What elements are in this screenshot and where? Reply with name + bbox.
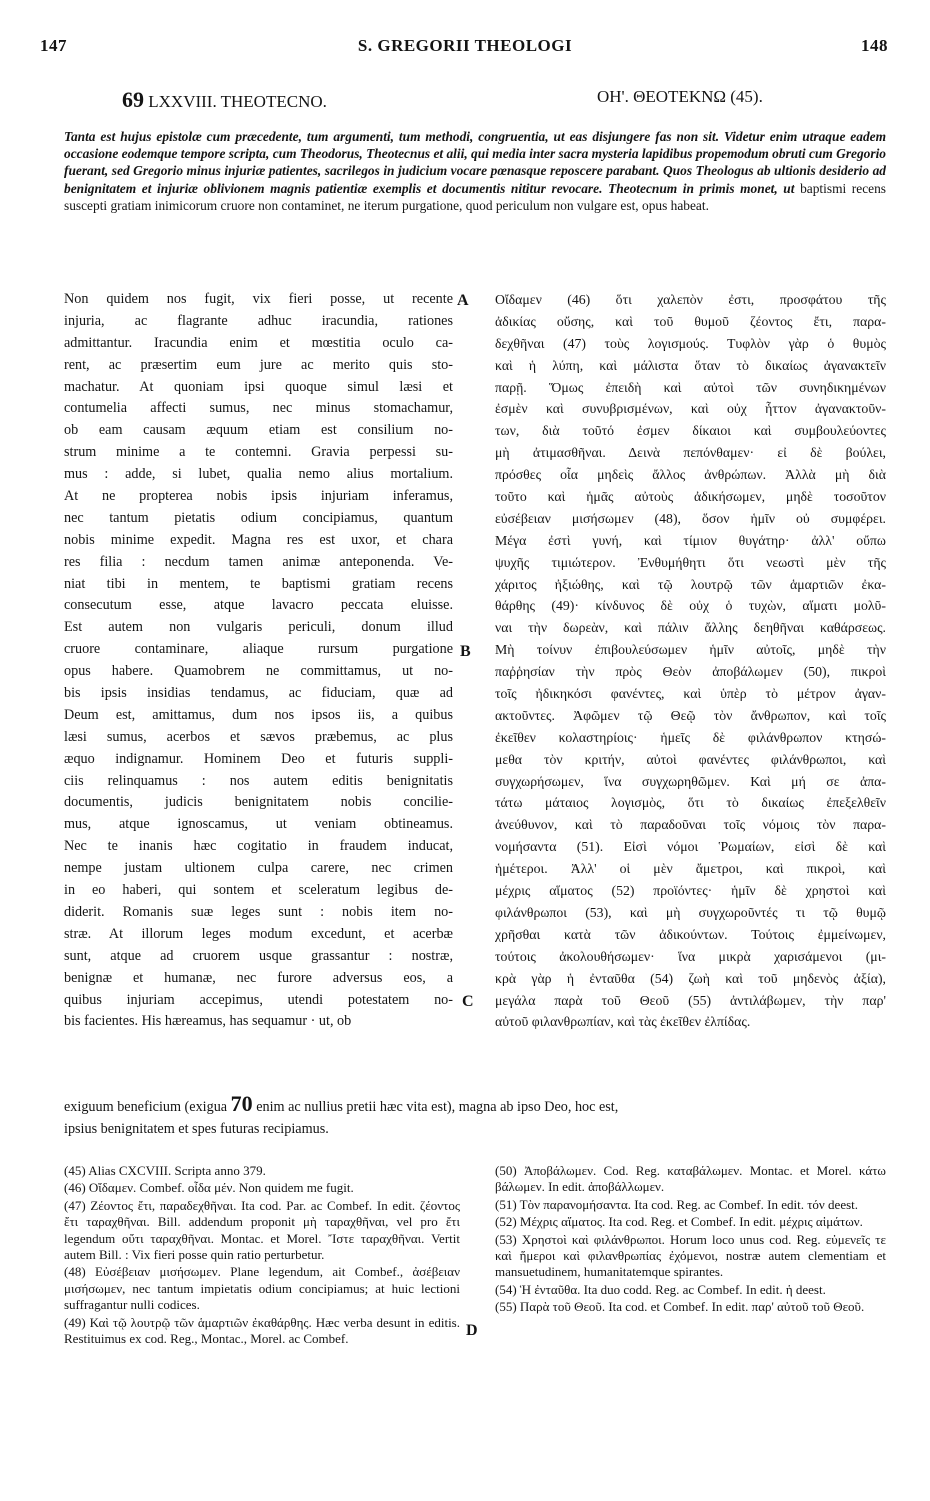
greek-line: ψυχῆς τιμιώτερον. Ἐνθυμήθητι ὅτι νεωστὶ μὲν τῆς xyxy=(495,554,886,570)
margin-letter-b: B xyxy=(460,643,471,660)
latin-line: ob eam causam æquum etiam est consilium no- xyxy=(64,422,453,439)
footnote: (54) Ἡ ἐνταῦθα. Ita duo codd. Reg. ac Combef. In edit. ἡ deest. xyxy=(495,1281,826,1297)
footnote: (47) Ζέοντος ἔτι, παραδεχθῆναι. Ita cod. Par. ac Combef. In edit. ζέοντος ἔτι ταραχθῆναι. Bill. addendum proponit μὴ ταραχθῆναι, vel pro ἔτι legendum οὔτι ταραχθῆναι. Montac. et Morel. Ἴστε ταραχθῆναι. Vertit autem Bill. : Vix fieri posse quin ratio perturbetur. xyxy=(64,1197,460,1263)
footnote: (52) Μέχρις αἵματος. Ita cod. Reg. et Combef. In edit. μέχρις αἱμάτων. xyxy=(495,1214,863,1230)
greek-line: παρῇ. Ὅμως ἐπειδὴ καὶ αὐτοὶ τῶν συνηδικημένων xyxy=(495,379,886,395)
latin-line: machatur. At quoniam ipsi quoque simul læsi et xyxy=(64,378,453,395)
greek-line: κρὰ γὰρ ἡ ἐνταῦθα (54) ζωὴ καὶ τοῦ μηδενὸς ἀξία), xyxy=(495,970,886,986)
greek-line: ἐκεῖθεν κολαστηρίοις· ἡμεῖς δὲ φιλάνθρωπον κτησώ- xyxy=(495,729,886,745)
latin-line: res filia : necdum tamen animæ anteponenda. Ve- xyxy=(64,553,453,570)
argument-roman: baptismi recens suscepti gratiam inimicorum cruore non contaminet, ne iterum purgatione, quod periculum non vulgare est, opus habeat. xyxy=(64,180,886,213)
greek-column xyxy=(495,289,886,1033)
latin-line: Non quidem nos fugit, vix fieri posse, ut recente xyxy=(64,291,453,307)
column-marker-70: 70 xyxy=(230,1091,253,1116)
latin-line: strum minime a te contemni. Gravia perpessi su- xyxy=(64,444,453,461)
footnote: (45) Alias CXCVIII. Scripta anno 379. xyxy=(64,1163,266,1178)
greek-line: ἀνεύθυνον, καὶ τὸ παραδοῦναι τοῖς νόμοις τὸν παρα- xyxy=(495,817,886,833)
latin-line: nempe justam ultionem culpa carere, nec crimen xyxy=(64,860,453,877)
latin-line: æquo indignamur. Hominem Deo et futuris suppli- xyxy=(64,750,453,767)
latin-line: admittantur. Iracundia enim et mœstitia oculo ca- xyxy=(64,334,453,351)
greek-line: Μὴ τοίνυν ἐπιβουλεύσωμεν ἡμῖν αὐτοῖς, μηδὲ τὴν xyxy=(495,642,886,658)
latin-line: diderit. Romanis suæ leges sunt : nobis item no- xyxy=(64,903,453,920)
column-marker: 69 xyxy=(122,87,144,112)
latin-line: stræ. At illorum leges modum excedunt, et acerbæ xyxy=(64,925,453,942)
latin-line: nobis minime expedit. Magna res est uxor, et chara xyxy=(64,531,453,548)
greek-line: ακτοῦντες. Ἀφῶμεν τῷ Θεῷ τὸν ἄνθρωπον, καὶ τοῖς xyxy=(495,707,886,723)
latin-line: quibus injuriam accepimus, utendi potestatem no- xyxy=(64,991,453,1008)
greek-line: Οἴδαμεν (46) ὅτι χαλεπὸν ἐστι, προσφάτου τῆς xyxy=(495,292,886,307)
greek-line: μεγάλα παρὰ τοῦ Θεοῦ (55) ἀντιλάβωμεν, τὴν παρ' xyxy=(495,992,886,1008)
latin-column xyxy=(64,289,453,1033)
greek-line: τοῦτο καὶ ἡμᾶς αὐτοὺς ἀδικήσωμεν, μηδὲ τοσοῦτον xyxy=(495,489,886,505)
greek-line: των, διὰ τοῦτό ἐσμεν δίκαιοι καὶ συμβουλεύοντες xyxy=(495,423,886,439)
greek-line: ἐσμὲν καὶ συνυβρισμένων, καὶ οὐχ ἧττον ἀγανακτοῦν- xyxy=(495,401,886,417)
closing-part-1: exiguum beneficium (exigua xyxy=(64,1099,231,1115)
footnotes-left xyxy=(64,1163,460,1348)
greek-line: εὐσέβειαν μισήσωμεν (48), ὅσον ἡμῖν οὐ συμφέρει. xyxy=(495,510,886,526)
margin-letter-d: D xyxy=(466,1322,478,1339)
greek-title: ΟΗ'. ΘΕΟΤΕΚΝΩ (45). xyxy=(597,87,763,106)
argument-paragraph xyxy=(64,128,886,214)
latin-title: LXXVIII. THEOTECNO. xyxy=(148,92,327,111)
footnote: (55) Παρὰ τοῦ Θεοῦ. Ita cod. et Combef. In edit. παρ' αὐτοῦ τοῦ Θεοῦ. xyxy=(495,1299,865,1315)
footnote: (53) Χρηστοὶ καὶ φιλάνθρωποι. Horum loco unus cod. Reg. εὐμενεῖς τε καὶ ἥμεροι καὶ φιλανθρωπίας ἐχόμενοι, nostræ autem clementiam et mansuetudinem, humanitatemque spirantes. xyxy=(495,1231,886,1280)
greek-line: μὴ ἀτιμασθῆναι. Δεινὰ πεπόνθαμεν· εἰ δὲ βούλει, xyxy=(495,445,886,461)
right-page-number: 148 xyxy=(861,36,888,55)
latin-line: consecutum esse, atque lavacro peccata eluisse. xyxy=(64,597,453,614)
greek-line: παῤῥησίαν τὴν πρὸς Θεὸν ἀποβάλωμεν (50), πικροὶ xyxy=(495,664,886,680)
closing-part-2: enim ac nullius pretii hæc vita est), magna ab ipso Deo, hoc est, xyxy=(252,1099,619,1115)
greek-line: χρῆσθαι κατὰ τῶν ἀδικούντων. Τούτοις ἐμμείνωμεν, xyxy=(495,926,886,942)
closing-line-2: ipsius benignitatem et spes futuras recipiamus. xyxy=(64,1120,329,1137)
greek-line: τούτοις ἀκολουθήσωμεν· ἵνα μικρὰ χαρισάμενοι (μι- xyxy=(495,948,886,964)
latin-line: contumelia affecti sumus, nec minus stomachamur, xyxy=(64,400,453,417)
footnote: (49) Καὶ τῷ λουτρῷ τῶν ἁμαρτιῶν ἐκαθάρθης. Hæc verba desunt in editis. Restituimus ex cod. Reg., Montac., Morel. ac Combef. xyxy=(64,1314,460,1347)
latin-line: niat tibi in mentem, te baptismi gratiam recens xyxy=(64,575,453,592)
argument-italic: Tanta est hujus epistolæ cum præcedente, tum argumenti, tum methodi, congruentia, ut eas disjungere fas non sit. Videtur enim utraque eadem occasione eodemque tempore scripta, cum Theodorus, Theotecnus et alii, qui media inter sacra mysteria lapidibus propemodum obruti cum Gregorio fuerant, sed Gregorio minus injuriæ patientes, sacrilegos in judicium vocare pœnasque reposcere parabant. Quos Theologus ab ultionis desiderio ad benignitatem et injuriæ oblivionem magnis patientiæ exemplis et documentis nititur revocare. Theotecnum in primis monet, ut xyxy=(64,129,886,196)
greek-line: χάριτος ἠξιώθης, καὶ τῷ λουτρῷ τῶν ἁμαρτιῶν ἐκα- xyxy=(495,576,886,592)
footnote: (51) Τὸν παρανομήσαντα. Ita cod. Reg. ac Combef. In edit. τόν deest. xyxy=(495,1196,859,1212)
latin-line: nec tantum pietatis odium concipiamus, quantum xyxy=(64,509,453,526)
greek-line: αὐτοῦ φιλανθρωπίαν, καὶ τὰς ἐκεῖθεν ἐλπίδας. xyxy=(495,1014,751,1030)
margin-letter-a: A xyxy=(457,292,469,309)
greek-line: συγχωρήσωμεν, ἵνα συγχωρηθῶμεν. Καὶ μή σε ἀπα- xyxy=(495,773,886,789)
latin-line: opus habere. Quamobrem ne committamus, ut no- xyxy=(64,663,453,680)
latin-line: mus : adde, si lubet, qualia nemo alius mortalium. xyxy=(64,466,453,483)
greek-line: ἀδικίας οὔσης, καὶ τοῦ θυμοῦ ζέοντος ἔτι, παρα- xyxy=(495,313,886,329)
latin-line: rent, ac præsertim eum jure ac merito quis sto- xyxy=(64,356,453,373)
closing-text xyxy=(64,1093,886,1141)
left-page-number: 147 xyxy=(40,36,67,55)
latin-line: Deum est, amittamus, dum nos ipsos iis, a quibus xyxy=(64,706,453,723)
footnote: (46) Οἴδαμεν. Combef. οἶδα μέν. Non quidem me fugit. xyxy=(64,1180,354,1196)
latin-line: ciis relinquamus : nos autem editis benignitatis xyxy=(64,772,453,789)
greek-line: νομήσαντα (51). Εἰσὶ νόμοι Ῥωμαίων, εἰσὶ δὲ καὶ xyxy=(495,839,886,855)
greek-line: δεχθῆναι (47) τοὺς λογισμούς. Τυφλὸν γὰρ ὁ θυμὸς xyxy=(495,335,886,351)
latin-line: bis facientes. His hæreamus, has sequamur · ut, ob xyxy=(64,1013,352,1030)
greek-line: μέχρις αἵματος (52) προϊόντες· ἡμῖν δὲ χρηστοὶ καὶ xyxy=(495,883,886,899)
footnote: (50) Ἀποβάλωμεν. Cod. Reg. καταβάλωμεν. Montac. et Morel. κάτω βάλωμεν. In edit. ἀποβάλλωμεν. xyxy=(495,1163,886,1195)
latin-line: in eo haberi, qui sontem et sceleratum legibus de- xyxy=(64,882,453,899)
latin-line: benignæ et humanæ, nec furore adversus eos, a xyxy=(64,969,453,986)
greek-line: μεθα τὸν κριτήν, αὐτοὶ φανέντες φιλάνθρωποι, καὶ xyxy=(495,751,886,767)
footnote: (48) Εὐσέβειαν μισήσωμεν. Plane legendum, ait Combef., ἀσέβειαν μισήσωμεν, nec tantum impietatis odium concipiamus; at huic lectioni suffragantur nulli codices. xyxy=(64,1264,460,1313)
latin-line: sunt, atque ad cruorem usque grassantur : nostræ, xyxy=(64,947,453,964)
greek-line: τοῖς ἠδικηκόσι φανέντες, καὶ ὑπὲρ τὸ μέτρον ἀγαν- xyxy=(495,686,886,702)
latin-heading xyxy=(122,87,327,113)
latin-line: læsi sumus, acerbos et sævos præbemus, ac plus xyxy=(64,728,453,745)
latin-line: Nec te inanis hæc cogitatio in fraudem inducat, xyxy=(64,838,453,855)
greek-line: φιλάνθρωποι (53), καὶ μὴ συγχωροῦντές τι τῷ θυμῷ xyxy=(495,904,886,920)
footnotes-right xyxy=(495,1163,886,1317)
greek-line: ἡμέτεροι. Ἀλλ' οἱ μὲν ἄμετροι, καὶ πικροὶ, καὶ xyxy=(495,861,886,877)
greek-line: καὶ ἡ λύπη, καὶ μάλιστα ὅταν τὸ δικαίως ἀγανακτεῖν xyxy=(495,357,886,373)
greek-line: Μέγα ἐστὶ γυνή, καὶ τίμιον θυγάτηρ· ἀλλ' οὔπω xyxy=(495,532,886,548)
greek-line: θάρθης (49)· κίνδυνος δὲ οὐχ ὁ τυχὼν, αἵματι μολῦ- xyxy=(495,598,886,614)
margin-letter-c: C xyxy=(462,993,474,1010)
latin-line: Est autem non vulgaris periculi, donum illud xyxy=(64,619,453,636)
running-title: S. GREGORII THEOLOGI xyxy=(357,36,573,55)
latin-line: mus, atque ignoscamus, ut veniam obtineamus. xyxy=(64,816,453,833)
latin-line: At ne propterea nobis ipsis injuriam inferamus, xyxy=(64,488,453,505)
latin-line: bis ipsis insidias tendamus, ac fiduciam, quæ ad xyxy=(64,685,453,702)
greek-line: ναι τὴν δωρεὰν, καὶ πάλιν ἄλλης δεηθῆναι καθάρσεως. xyxy=(495,620,886,636)
latin-line: documentis, judicis benignitatem nobis concilie- xyxy=(64,794,453,811)
latin-line: cruore contaminare, aliaque rursum purgatione xyxy=(64,641,453,658)
latin-line: injuria, ac flagrante adhuc iracundia, rationes xyxy=(64,312,453,329)
greek-line: τάτω μάταιος λογισμὸς, ὅτι τὸ δικαίως ἐπεξελθεῖν xyxy=(495,795,886,811)
greek-line: πρόσθες οἷα μηδεὶς ἄλλος ἀνθρώπων. Ἀλλὰ μὴ διὰ xyxy=(495,467,886,483)
